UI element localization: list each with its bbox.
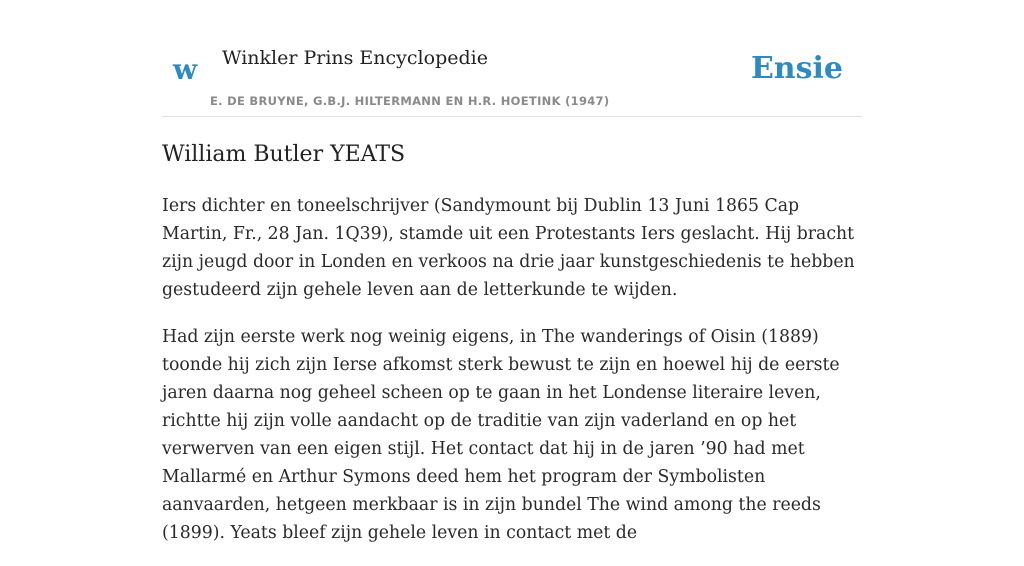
article-body (162, 192, 862, 566)
source-title[interactable]: Winkler Prins Encyclopedie (222, 47, 488, 69)
article-paragraph: Iers dichter en toneelschrijver (Sandymount bij Dublin 13 Juni 1865 Cap Martin, Fr., 28 Jan. 1Q39), stamde uit een Protestants Iers geslacht. Hij bracht zijn jeugd door in Londen en verkoos na drie jaar kunstgeschiedenis te hebben gestudeerd zijn gehele leven aan de letterkunde te wijden. (162, 196, 855, 300)
source-authors: E. DE BRUYNE, G.B.J. HILTERMANN EN H.R. HOETINK (1947) (210, 94, 610, 108)
article-paragraph: Had zijn eerste werk nog weinig eigens, in The wanderings of Oisin (1889) toonde hij zich zijn Ierse afkomst sterk bewust te zijn en hoewel hij de eerste jaren daarna nog geheel scheen op te gaan in het Londense literaire leven, richtte hij zijn volle aandacht op de traditie van zijn vaderland en op het verwerven van een eigen stijl. Het contact dat hij in de jaren ’90 had met Mallarmé en Arthur Symons deed hem het program der Symbolisten aanvaarden, hetgeen merkbaar is in zijn bundel The wind among the reeds (1899). Yeats bleef zijn gehele leven in contact met de (162, 327, 840, 543)
winkler-prins-logo-icon[interactable]: w (173, 53, 198, 86)
ensie-logo[interactable]: Ensie (750, 51, 843, 86)
article-title: William Butler YEATS (162, 142, 406, 167)
header (162, 0, 862, 117)
